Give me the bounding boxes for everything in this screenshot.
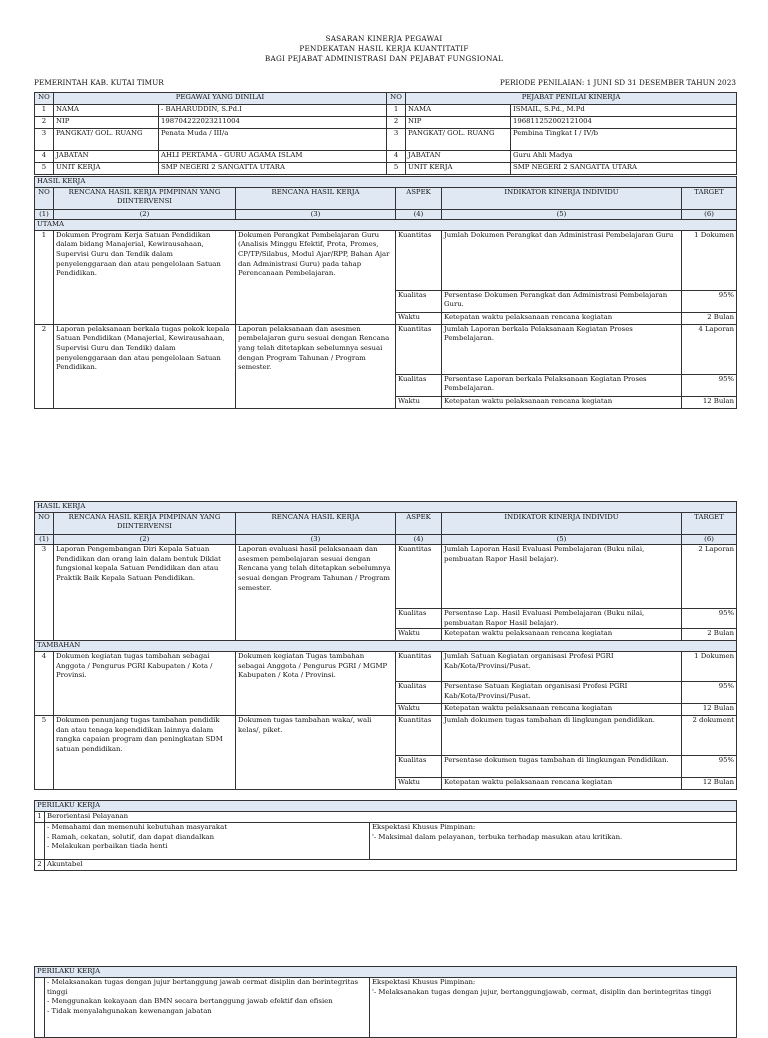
rencana-hasil-kerja: Dokumen kegiatan Tugas tambahan sebagai Anggota / Pengurus PGRI / MGMP Kabupaten / Kota / Provinsi. [236, 651, 396, 715]
aspek: Kuantitas [396, 715, 442, 755]
rencana-hasil-kerja: Dokumen tugas tambahan waka/, wali kelas/, piket. [236, 715, 396, 789]
indikator: Jumlah Satuan Kegiatan organisasi Profesi PGRI Kab/Kota/Provinsi/Pusat. [442, 651, 682, 681]
identity-table [34, 92, 737, 175]
target: 2 Bulan [682, 312, 737, 324]
item-number: 2 [35, 860, 45, 871]
rencana-pimpinan: Dokumen Program Kerja Satuan Pendidikan dalam bidang Manajerial, Kewirausahaan, Supervisi Guru dan Tendik dalam penyelenggaraan dan atau pengelolaan Satuan Pendidikan. [54, 230, 236, 324]
rencana-pimpinan: Laporan Pengembangan Diri Kepala Satuan Pendidikan dan orang lain dalam bentuk Diklat fungsional kepala Satuan Pendidikan dan atau Praktik Baik Kepala Satuan Pendidikan. [54, 545, 236, 641]
item-number: 1 [35, 230, 54, 324]
rencana-pimpinan: Dokumen kegiatan tugas tambahan sebagai Anggota / Pengurus PGRI Kabupaten / Kota / Provinsi. [54, 651, 236, 715]
rencana-pimpinan: Dokumen penunjang tugas tambahan pendidik dan atau tenaga kependidikan lainnya dalam rangka capaian program dan peningkatan SDM satuan pendidikan. [54, 715, 236, 789]
identity-row [35, 105, 737, 117]
field-label: UNIT KERJA [54, 163, 159, 175]
field-label: PANGKAT/ GOL. RUANG [54, 129, 159, 151]
field-label: NAMA [54, 105, 159, 117]
pegawai-nip: 198704222023211004 [159, 117, 387, 129]
row-number: 5 [35, 163, 54, 175]
indikator: Persentase Laporan berkala Pelaksanaan Kegiatan Proses Pembelajaran. [442, 374, 682, 396]
aspek: Waktu [396, 312, 442, 324]
col-header: TARGET [682, 512, 737, 534]
rencana-pimpinan: Laporan pelaksanaan berkala tugas pokok kepala Satuan Pendidikan (Manajerial, Kewirausahaan, Supervisi Guru dan Tendik) dalam penyelenggaraan dan atau pengelolaan Satuan Pendidikan. [54, 324, 236, 408]
section-perilaku-kerja: PERILAKU KERJA [35, 967, 737, 978]
col-header: INDIKATOR KINERJA INDIVIDU [442, 187, 682, 209]
ekspektasi-pimpinan: Ekspektasi Khusus Pimpinan: '- Melaksanakan tugas dengan jujur, bertanggungjawab, cermat, disiplin dan berintegritas tinggi [370, 978, 737, 1038]
col-header: RENCANA HASIL KERJA PIMPINAN YANG DIINTERVENSI [54, 512, 236, 534]
indikator: Ketepatan waktu pelaksanaan rencana kegiatan [442, 629, 682, 641]
target: 2 Laporan [682, 545, 737, 609]
hasil-kerja-table-2 [34, 501, 737, 790]
table-row [35, 230, 737, 290]
col-header: TARGET [682, 187, 737, 209]
item-number: 5 [35, 715, 54, 789]
penilai-jabatan: Guru Ahli Madya [511, 151, 737, 163]
col-header: NO [35, 187, 54, 209]
pegawai-header: PEGAWAI YANG DINILAI [54, 93, 387, 105]
aspek: Waktu [396, 629, 442, 641]
col-number: (4) [396, 534, 442, 545]
perilaku-description: - Memahami dan memenuhi kebutuhan masyarakat - Ramah, cekatan, solutif, dan dapat diandalkan - Melakukan perbaikan tiada henti [45, 823, 370, 860]
table-row [35, 324, 737, 374]
col-header: NO [35, 512, 54, 534]
aspek: Kualitas [396, 290, 442, 312]
target: 1 Dokumen [682, 651, 737, 681]
aspek: Waktu [396, 703, 442, 715]
target: 95% [682, 755, 737, 777]
row-number: 1 [35, 105, 54, 117]
col-number: (6) [682, 209, 737, 220]
no-header: NO [35, 93, 54, 105]
aspek: Waktu [396, 396, 442, 408]
aspek: Kualitas [396, 609, 442, 629]
penilai-nama: ISMAIL, S.Pd., M.Pd [511, 105, 737, 117]
periode-label: PERIODE PENILAIAN: 1 JUNI SD 31 DESEMBER TAHUN 2023 [499, 78, 736, 87]
col-number: (3) [236, 534, 396, 545]
perilaku-title: Berorientasi Pelayanan [45, 812, 737, 823]
col-header: RENCANA HASIL KERJA [236, 512, 396, 534]
col-header: ASPEK [396, 187, 442, 209]
pemerintah-label: PEMERINTAH KAB. KUTAI TIMUR [34, 78, 164, 87]
doc-title-2: PENDEKATAN HASIL KERJA KUANTITATIF [299, 44, 469, 53]
section-perilaku-kerja: PERILAKU KERJA [35, 801, 737, 812]
target: 95% [682, 681, 737, 703]
rencana-hasil-kerja: Dokumen Perangkat Pembelajaran Guru (Analisis Minggu Efektif, Prota, Promes, CP/TP/Silabus, Modul Ajar/RPP, Bahan Ajar dan Administrasi Guru) pada tahap Perencanaan Pembelajaran. [236, 230, 396, 324]
row-number: 3 [35, 129, 54, 151]
penilai-pangkat: Pembina Tingkat I / IV/b [511, 129, 737, 151]
ekspektasi-pimpinan: Ekspektasi Khusus Pimpinan: '- Maksimal dalam pelayanan, terbuka terhadap masukan atau kritikan. [370, 823, 737, 860]
perilaku-row [35, 978, 737, 1038]
field-label: JABATAN [54, 151, 159, 163]
perilaku-title: Akuntabel [45, 860, 737, 871]
perilaku-kerja-table-1 [34, 800, 737, 871]
no-header: NO [387, 93, 406, 105]
col-number: (3) [236, 209, 396, 220]
rencana-hasil-kerja: Laporan evaluasi hasil pelaksanaan dan asesmen pembelajaran sesuai dengan Rencana yang telah ditetapkan sebelumnya sesuai dengan Program Tahunan / Program semester. [236, 545, 396, 641]
pegawai-unit-kerja: SMP NEGERI 2 SANGATTA UTARA [159, 163, 387, 175]
rencana-hasil-kerja: Laporan pelaksanaan dan asesmen pembelajaran guru sesuai dengan Rencana yang telah ditetapkan sebelumnya sesuai dengan Program Tahunan / Program semester. [236, 324, 396, 408]
row-number: 3 [387, 129, 406, 151]
aspek: Kuantitas [396, 545, 442, 609]
penilai-header: PEJABAT PENILAI KINERJA [406, 93, 737, 105]
identity-row [35, 151, 737, 163]
penilai-unit-kerja: SMP NEGERI 2 SANGATTA UTARA [511, 163, 737, 175]
item-number: 4 [35, 651, 54, 715]
target: 95% [682, 609, 737, 629]
perilaku-description: - Melaksanakan tugas dengan jujur bertanggung jawab cermat disiplin dan berintegritas tinggi - Menggunakan kekayaan dan BMN secara bertanggung jawab efektif dan efisien - Tidak menyalahgunakan kewenangan jabatan [45, 978, 370, 1038]
aspek: Kuantitas [396, 324, 442, 374]
col-header: ASPEK [396, 512, 442, 534]
field-label: NIP [406, 117, 511, 129]
perilaku-row [35, 812, 737, 823]
field-label: NAMA [406, 105, 511, 117]
identity-row [35, 117, 737, 129]
aspek: Kuantitas [396, 230, 442, 290]
target: 95% [682, 290, 737, 312]
indikator: Ketepatan waktu pelaksanaan rencana kegiatan [442, 703, 682, 715]
row-number: 2 [387, 117, 406, 129]
aspek: Kualitas [396, 374, 442, 396]
col-number: (2) [54, 534, 236, 545]
aspek: Kualitas [396, 681, 442, 703]
col-number: (2) [54, 209, 236, 220]
row-number: 4 [35, 151, 54, 163]
section-hasil-kerja: HASIL KERJA [35, 177, 737, 188]
col-number: (5) [442, 534, 682, 545]
field-label: PANGKAT/ GOL. RUANG [406, 129, 511, 151]
aspek: Kuantitas [396, 651, 442, 681]
identity-row [35, 129, 737, 151]
target: 12 Bulan [682, 703, 737, 715]
col-header: RENCANA HASIL KERJA PIMPINAN YANG DIINTERVENSI [54, 187, 236, 209]
aspek: Kualitas [396, 755, 442, 777]
indikator: Jumlah Laporan berkala Pelaksanaan Kegiatan Proses Pembelajaran. [442, 324, 682, 374]
target: 12 Bulan [682, 777, 737, 789]
penilai-nip: 196811252002121004 [511, 117, 737, 129]
aspek: Waktu [396, 777, 442, 789]
item-number: 2 [35, 324, 54, 408]
col-number: (1) [35, 534, 54, 545]
section-tambahan: TAMBAHAN [35, 641, 737, 652]
row-number: 5 [387, 163, 406, 175]
field-label: JABATAN [406, 151, 511, 163]
pegawai-pangkat: Penata Muda / III/a [159, 129, 387, 151]
indikator: Persentase Lap. Hasil Evaluasi Pembelajaran (Buku nilai, pembuatan Rapor Hasil belajar). [442, 609, 682, 629]
indikator: Ketepatan waktu pelaksanaan rencana kegiatan [442, 312, 682, 324]
indikator: Jumlah Laporan Hasil Evaluasi Pembelajaran (Buku nilai, pembuatan Rapor Hasil belajar). [442, 545, 682, 609]
col-header: RENCANA HASIL KERJA [236, 187, 396, 209]
row-number: 1 [387, 105, 406, 117]
target: 2 Bulan [682, 629, 737, 641]
table-row [35, 545, 737, 609]
row-number: 4 [387, 151, 406, 163]
target: 1 Dokumen [682, 230, 737, 290]
perilaku-row [35, 823, 737, 860]
row-number: 2 [35, 117, 54, 129]
target: 12 Bulan [682, 396, 737, 408]
section-utama: UTAMA [35, 220, 737, 231]
indikator: Jumlah dokumen tugas tambahan di lingkungan pendidikan. [442, 715, 682, 755]
indikator: Jumlah Dokumen Perangkat dan Administrasi Pembelajaran Guru [442, 230, 682, 290]
identity-row [35, 163, 737, 175]
field-label: NIP [54, 117, 159, 129]
pegawai-jabatan: AHLI PERTAMA - GURU AGAMA ISLAM [159, 151, 387, 163]
section-hasil-kerja: HASIL KERJA [35, 502, 737, 513]
col-number: (4) [396, 209, 442, 220]
item-number: 1 [35, 812, 45, 823]
indikator: Ketepatan waktu pelaksanaan rencana kegiatan [442, 777, 682, 789]
field-label: UNIT KERJA [406, 163, 511, 175]
table-row [35, 715, 737, 755]
col-number: (1) [35, 209, 54, 220]
col-header: INDIKATOR KINERJA INDIVIDU [442, 512, 682, 534]
target: 95% [682, 374, 737, 396]
indikator: Persentase Dokumen Perangkat dan Administrasi Pembelajaran Guru. [442, 290, 682, 312]
table-row [35, 651, 737, 681]
target: 4 Laporan [682, 324, 737, 374]
target: 2 dokument [682, 715, 737, 755]
indikator: Ketepatan waktu pelaksanaan rencana kegiatan [442, 396, 682, 408]
indikator: Persentase dokumen tugas tambahan di lingkungan Pendidikan. [442, 755, 682, 777]
col-number: (6) [682, 534, 737, 545]
doc-title-1: SASARAN KINERJA PEGAWAI [325, 34, 443, 43]
perilaku-kerja-table-2 [34, 966, 737, 1038]
item-number: 3 [35, 545, 54, 641]
doc-title-3: BAGI PEJABAT ADMINISTRASI DAN PEJABAT FUNGSIONAL [264, 54, 504, 63]
col-number: (5) [442, 209, 682, 220]
pegawai-nama: - BAHARUDDIN, S.Pd.I [159, 105, 387, 117]
indikator: Persentase Satuan Kegiatan organisasi Profesi PGRI Kab/Kota/Provinsi/Pusat. [442, 681, 682, 703]
perilaku-row [35, 860, 737, 871]
hasil-kerja-table-1 [34, 176, 737, 409]
